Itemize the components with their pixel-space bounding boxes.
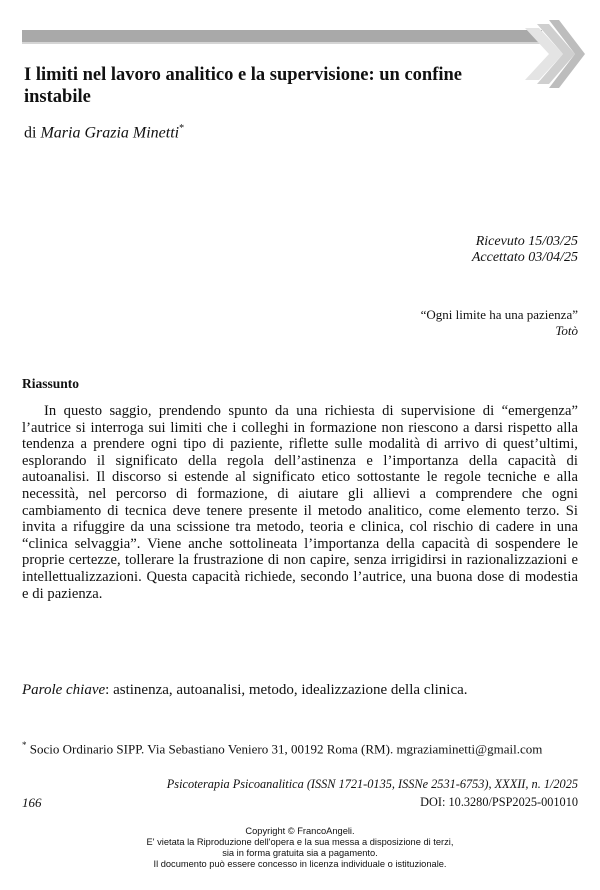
epigraph <box>421 307 578 339</box>
author-prefix: di <box>24 124 41 142</box>
footnote-mark: * <box>22 740 27 750</box>
header-rule-shadow <box>22 42 542 44</box>
abstract-heading: Riassunto <box>22 376 80 391</box>
article-title: I limiti nel lavoro analitico e la supervisione: un confine instabile <box>24 65 463 107</box>
copyright-line-3: sia in forma gratuita sia a pagamento. <box>222 848 378 858</box>
page-number: 166 <box>22 795 42 810</box>
copyright-line-1: Copyright © FrancoAngeli. <box>245 826 355 836</box>
footnote-text: Socio Ordinario SIPP. Via Sebastiano Veniero 31, 00192 Roma (RM). mgraziaminetti@gmail.com <box>26 741 543 757</box>
journal-citation: Psicoterapia Psicoanalitica (ISSN 1721-0135, ISSNe 2531-6753), XXXII, n. 1/2025 <box>166 777 578 791</box>
keywords-line <box>22 682 468 699</box>
received-date: Ricevuto 15/03/25 <box>475 234 578 249</box>
keywords-list: : astinenza, autoanalisi, metodo, idealizzazione della clinica. <box>105 682 468 698</box>
author-footnote <box>22 738 578 756</box>
header-rule <box>22 30 542 42</box>
copyright-line-2: E' vietata la Riproduzione dell'opera e la sua messa a disposizione di terzi, <box>146 837 454 847</box>
keywords-label: Parole chiave <box>22 682 106 698</box>
accepted-date: Accettato 03/04/25 <box>471 250 578 265</box>
epigraph-author: Totò <box>555 323 578 338</box>
copyright-notice <box>0 826 600 870</box>
author-name: Maria Grazia Minetti <box>40 124 180 142</box>
abstract-text: In questo saggio, prendendo spunto da una richiesta di supervisione di “emergenza” l’autrice si interroga sui limiti che i colleghi in formazione non riescono a darsi rispetto alla tendenza a prendere ogni tipo di paziente, riflette sulle modalità di arrivo di quest’ultimi, esplorando il significato della regola dell’astinenza e l’importanza della capacità di autoanalisi. Il discorso si estende al significato etico sottostante le regole tecniche e alla necessità, nel percorso di formazione, di aiutare gli allievi a comprendere che ogni cambiamento di tecnica deve tenere presente il metodo analitico, come elemento terzo. Si invita a rifuggire da una scissione tra metodo, teoria e clinica, col rischio di cadere in una “clinica selvaggia”. Viene anche sottolineata l’importanza della capacità di sospendere le proprie certezze, tollerare la frustrazione di non capire, senza irrigidirsi in razionalizzazioni e intellettualizzazioni. Questa capacità richiede, secondo l’autrice, una buona dose di modestia e di pazienza. <box>22 403 578 602</box>
submission-dates <box>472 234 578 266</box>
chevron-arrows-icon <box>525 14 585 94</box>
author-line <box>24 123 184 142</box>
epigraph-quote: “Ogni limite ha una pazienza” <box>420 307 578 322</box>
copyright-line-4: Il documento può essere concesso in licenza individuale o istituzionale. <box>153 859 447 869</box>
doi: DOI: 10.3280/PSP2025-001010 <box>420 795 578 809</box>
author-footnote-mark: * <box>179 123 185 134</box>
